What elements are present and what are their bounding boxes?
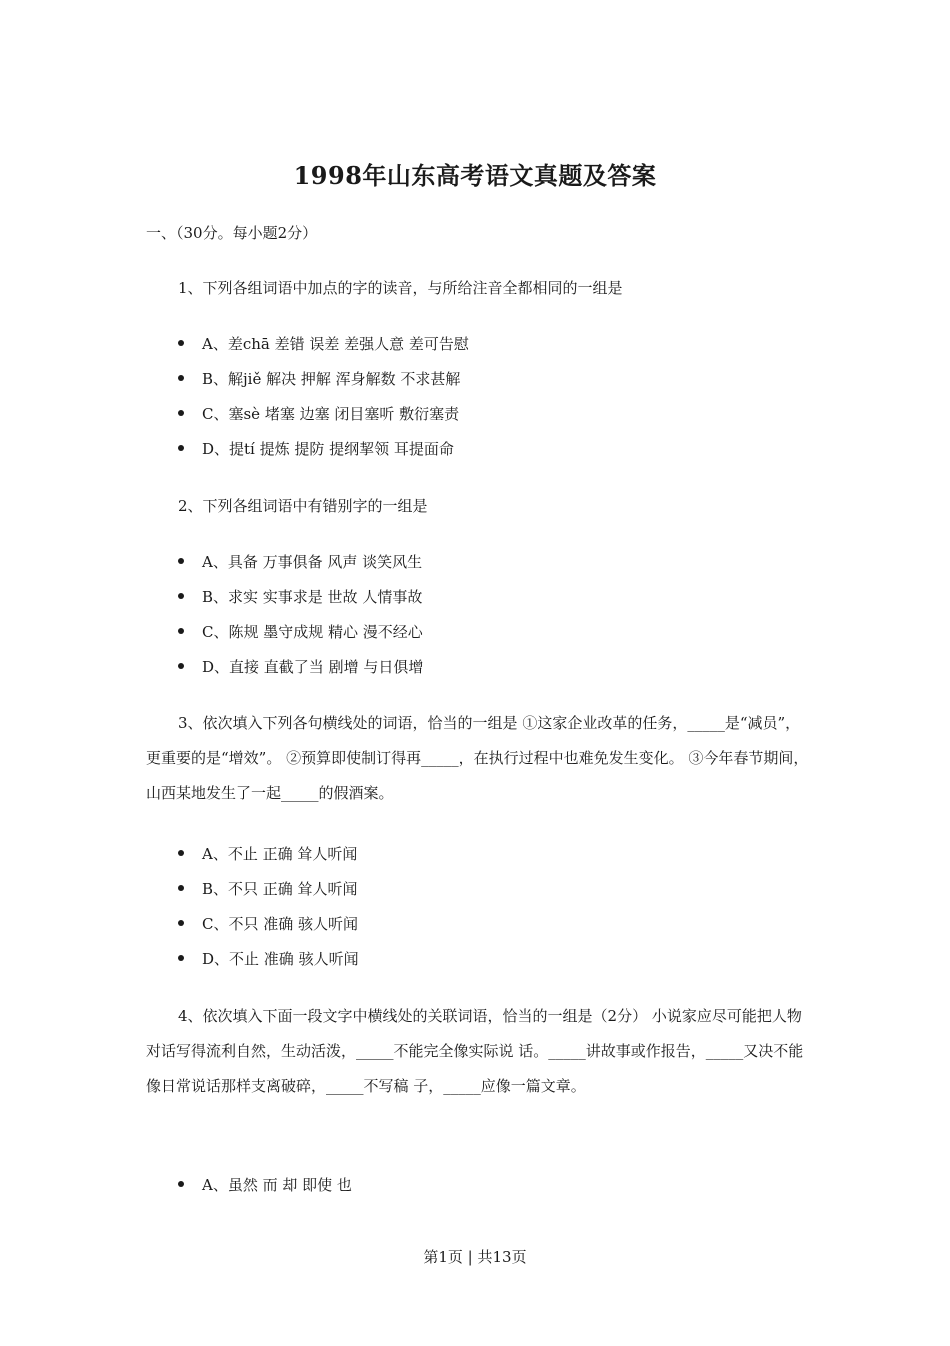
section-heading: 一、（30分。每小题2分） (146, 224, 318, 242)
page-footer: 第1页 | 共13页 (423, 1248, 527, 1266)
question-2-options (178, 545, 423, 685)
bullet-icon (178, 375, 184, 381)
option-d: D、提tí 提炼 提防 提纲挈领 耳提面命 (178, 432, 469, 467)
question-1-stem: 1、下列各组词语中加点的字的读音，与所给注音全都相同的一组是 (178, 279, 623, 297)
option-a: A、具备 万事俱备 风声 谈笑风生 (178, 545, 423, 580)
bullet-icon (178, 340, 184, 346)
bullet-icon (178, 1181, 184, 1187)
option-a: A、虽然 而 却 即使 也 (178, 1168, 352, 1203)
bullet-icon (178, 410, 184, 416)
bullet-icon (178, 628, 184, 634)
question-2-stem: 2、下列各组词语中有错别字的一组是 (178, 497, 428, 515)
bullet-icon (178, 850, 184, 856)
option-a: A、不止 正确 耸人听闻 (178, 837, 359, 872)
option-a: A、差chā 差错 误差 差强人意 差可告慰 (178, 327, 469, 362)
option-c: C、不只 准确 骇人听闻 (178, 907, 359, 942)
option-c: C、陈规 墨守成规 精心 漫不经心 (178, 615, 423, 650)
bullet-icon (178, 920, 184, 926)
bullet-icon (178, 885, 184, 891)
bullet-icon (178, 955, 184, 961)
option-c: C、塞sè 堵塞 边塞 闭目塞听 敷衍塞责 (178, 397, 469, 432)
bullet-icon (178, 445, 184, 451)
option-b: B、不只 正确 耸人听闻 (178, 872, 359, 907)
question-1-options (178, 327, 469, 467)
question-3-options (178, 837, 359, 977)
bullet-icon (178, 663, 184, 669)
option-d: D、不止 准确 骇人听闻 (178, 942, 359, 977)
bullet-icon (178, 593, 184, 599)
question-4-options (178, 1168, 352, 1203)
option-d: D、直接 直截了当 剧增 与日俱增 (178, 650, 423, 685)
option-b: B、解jiě 解决 押解 浑身解数 不求甚解 (178, 362, 469, 397)
option-b: B、求实 实事求是 世故 人情事故 (178, 580, 423, 615)
page-title: 1998年山东高考语文真题及答案 (293, 161, 657, 190)
question-4-stem: 4、依次填入下面一段文字中横线处的关联词语，恰当的一组是（2分） 小说家应尽可能把人物对话写得流利自然，生动活泼，_____不能完全像实际说 话。_____讲故事或作报告，_____又决不能像日常说话那样支离破碎，_____不写稿 子，_____应像一篇文章。 (146, 1007, 804, 1095)
bullet-icon (178, 558, 184, 564)
question-3-stem: 3、依次填入下列各句横线处的词语，恰当的一组是 ①这家企业改革的任务，_____是“减员”，更重要的是“增效”。 ②预算即使制订得再_____，在执行过程中也难免发生变化。 ③今年春节期间，山西某地发生了一起_____的假酒案。 (146, 714, 809, 802)
